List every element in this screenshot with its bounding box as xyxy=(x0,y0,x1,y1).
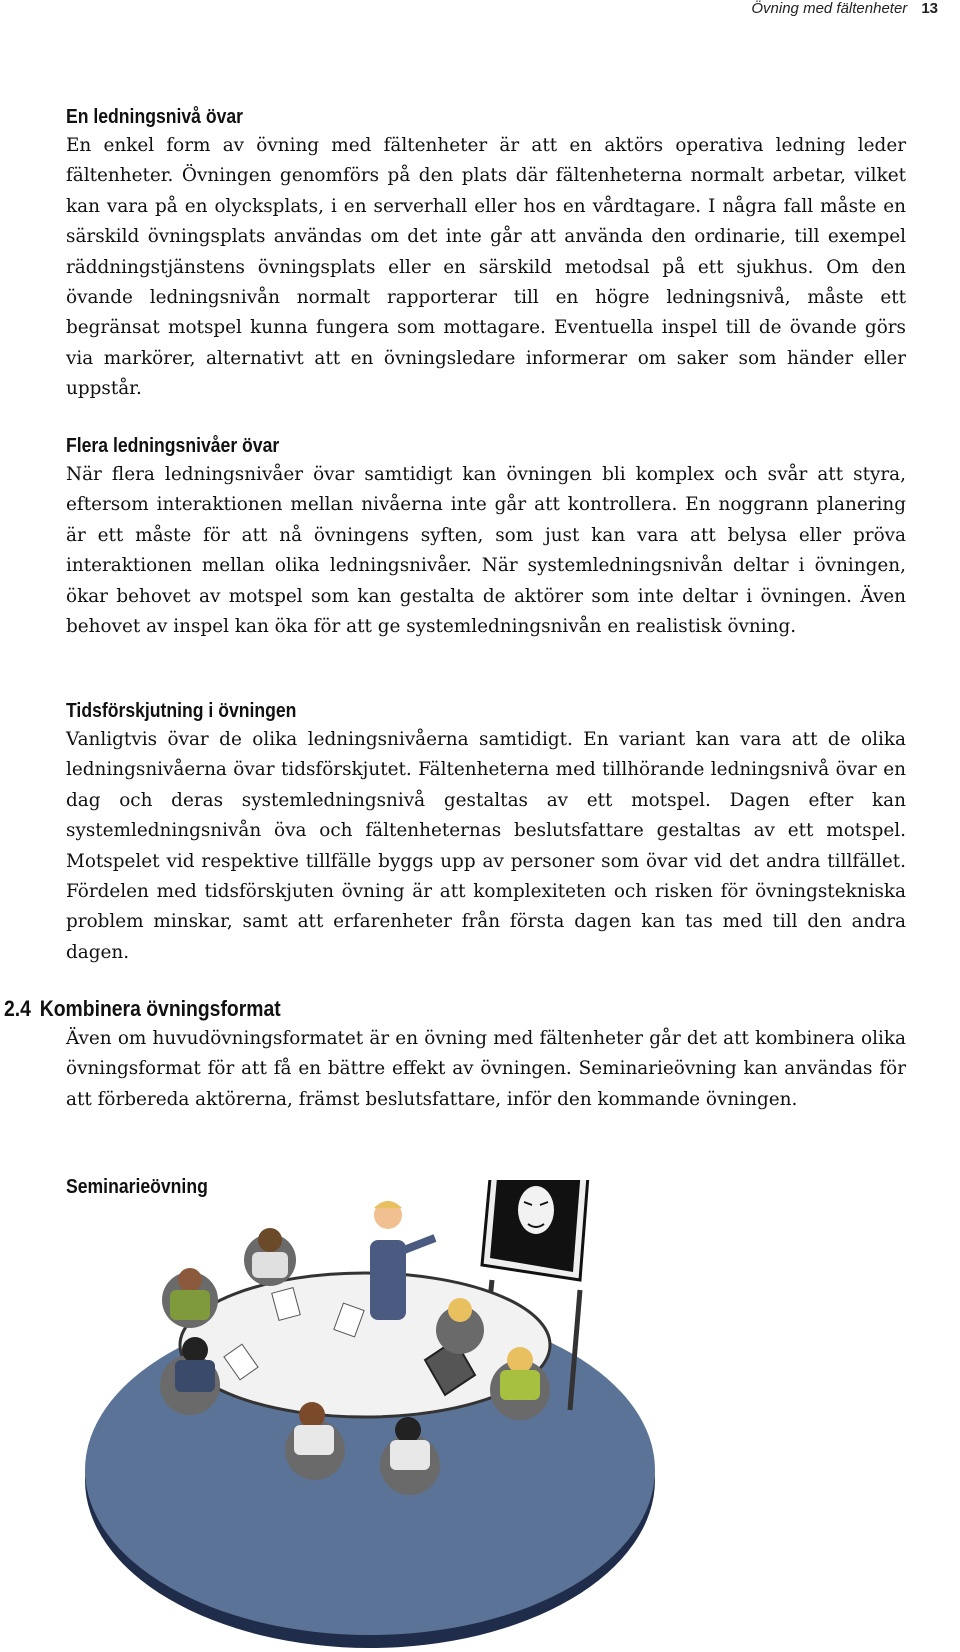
section-heading-1: En ledningsnivå övar xyxy=(66,106,244,128)
section-heading-3: Tidsförskjutning i övningen xyxy=(66,700,297,722)
running-header xyxy=(751,0,938,17)
section-heading-2: Flera ledningsnivåer övar xyxy=(66,435,280,457)
chapter-heading xyxy=(4,996,281,1022)
running-header-title: Övning med fältenheter xyxy=(751,0,908,17)
page-number: 13 xyxy=(921,0,938,17)
subsection-heading: Seminarieövning xyxy=(66,1176,208,1198)
chapter-number: 2.4 xyxy=(4,996,31,1021)
chapter-body: Även om huvudövningsformatet är en övning med fältenheter går det att kombinera olika övningsformat för att få en bättre effekt av övningen. Seminarieövning kan användas för att förbereda aktörerna, främst beslutsfattare, inför den kommande övningen. xyxy=(66,1028,906,1110)
section-body-1: En enkel form av övning med fältenheter är att en aktörs operativa ledning leder fältenheter. Övningen genomförs på den plats där fältenheterna normalt arbetar, vilket kan vara på en olycksplats, i en serverhall eller hos en vårdtagare. I några fall måste en särskild övningsplats användas om det inte går att använda den ordinarie, till exempel räddningstjänstens övningsplats eller en särskild metodsal på ett sjukhus. Om den övande ledningsnivån normalt rapporterar till en högre ledningsnivå, måste ett begränsat motspel kunna fungera som mottagare. Eventuella inspel till de övande görs via markörer, alternativt att en övningsledare informerar om saker som händer eller uppstår. xyxy=(66,135,906,400)
section-body-3: Vanligtvis övar de olika ledningsnivåerna samtidigt. En variant kan vara att de olika ledningsnivåerna övar tidsförskjutet. Fältenheterna med tillhörande ledningsnivå övar en dag och deras systemledningsnivå gestaltas av ett motspel. Dagen efter kan systemledningsnivån öva och fältenheternas beslutsfattare gestaltas av ett motspel. Motspelet vid respektive tillfälle byggs upp av personer som övar vid det andra tillfället. Fördelen med tidsförskjuten övning är att komplexiteten och risken för övningstekniska problem minskar, samt att erfarenheter från första dagen kan tas med till den andra dagen. xyxy=(66,729,906,963)
section-body-2: När flera ledningsnivåer övar samtidigt kan övningen bli komplex och svår att styra, eftersom interaktionen mellan nivåerna inte går att kontrollera. En noggrann planering är ett måste för att nå övningens syften, som just kan vara att belysa eller pröva interaktionen mellan olika ledningsnivåer. När systemledningsnivån deltar i övningen, ökar behovet av motspel som kan gestalta de aktörer som inte deltar i övningen. Även behovet av inspel kan öka för att ge systemledningsnivån en realistisk övning. xyxy=(66,464,906,638)
chapter-title: Kombinera övningsformat xyxy=(39,996,281,1021)
seminar-meeting-illustration xyxy=(80,1180,680,1650)
